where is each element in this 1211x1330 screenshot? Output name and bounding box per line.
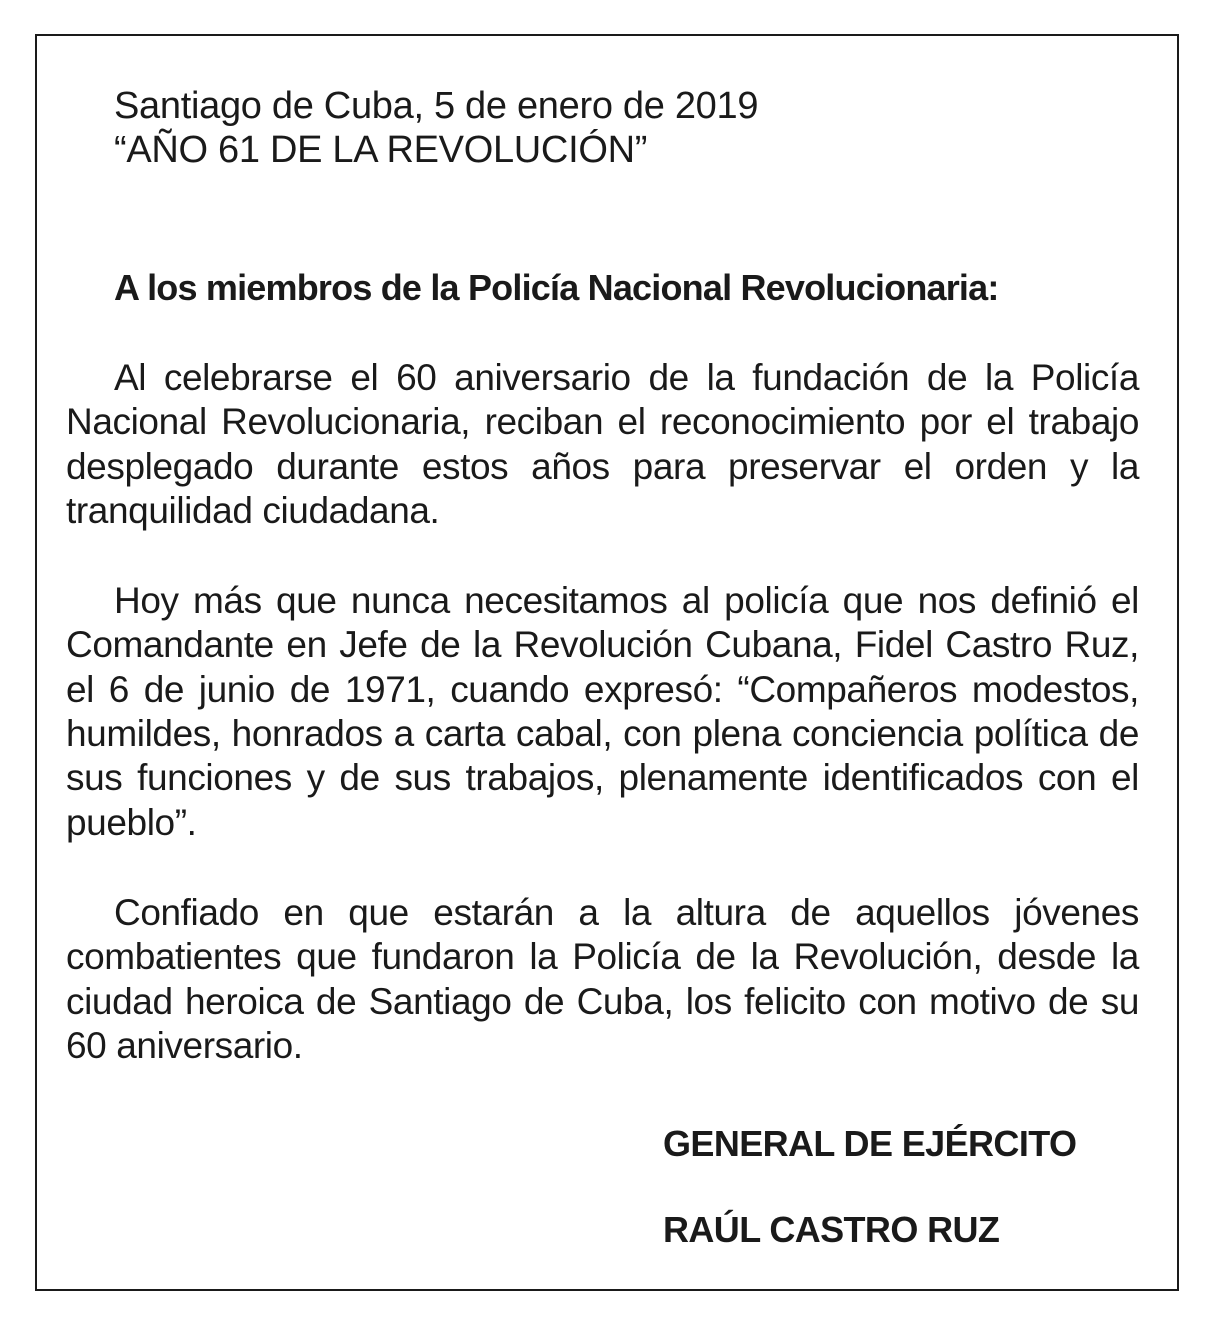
paragraph-2: Hoy más que nunca necesitamos al policía que nos definió el Comandante en Jefe de la Revolución Cubana, Fidel Castro Ruz, el 6 de junio de 1971, cuando expresó: “Compañeros modestos, humildes, honrados a carta cabal, con plena conciencia política de sus funciones y de sus trabajos, plenamente identificados con el pueblo”. bbox=[66, 580, 1139, 843]
dateline bbox=[114, 84, 1139, 172]
signature-rank: GENERAL DE EJÉRCITO bbox=[663, 1123, 1077, 1164]
place-date: Santiago de Cuba, 5 de enero de 2019 bbox=[114, 85, 759, 127]
year-motto: “AÑO 61 DE LA REVOLUCIÓN” bbox=[114, 129, 648, 171]
paragraph-1: Al celebrarse el 60 aniversario de la fundación de la Policía Nacional Revolucionaria, reciban el reconocimiento por el trabajo desplegado durante estos años para preservar el orden y la tranquilidad ciudadana. bbox=[66, 357, 1139, 531]
signature-name: RAÚL CASTRO RUZ bbox=[663, 1209, 1000, 1250]
salutation: A los miembros de la Policía Nacional Revolucionaria: bbox=[114, 267, 999, 308]
signature-block bbox=[663, 1122, 1076, 1252]
letter-body bbox=[66, 84, 1139, 1068]
paragraph-3: Confiado en que estarán a la altura de aquellos jóvenes combatientes que fundaron la Policía de la Revolución, desde la ciudad heroica de Santiago de Cuba, los felicito con motivo de su 60 aniversario. bbox=[66, 891, 1139, 1066]
